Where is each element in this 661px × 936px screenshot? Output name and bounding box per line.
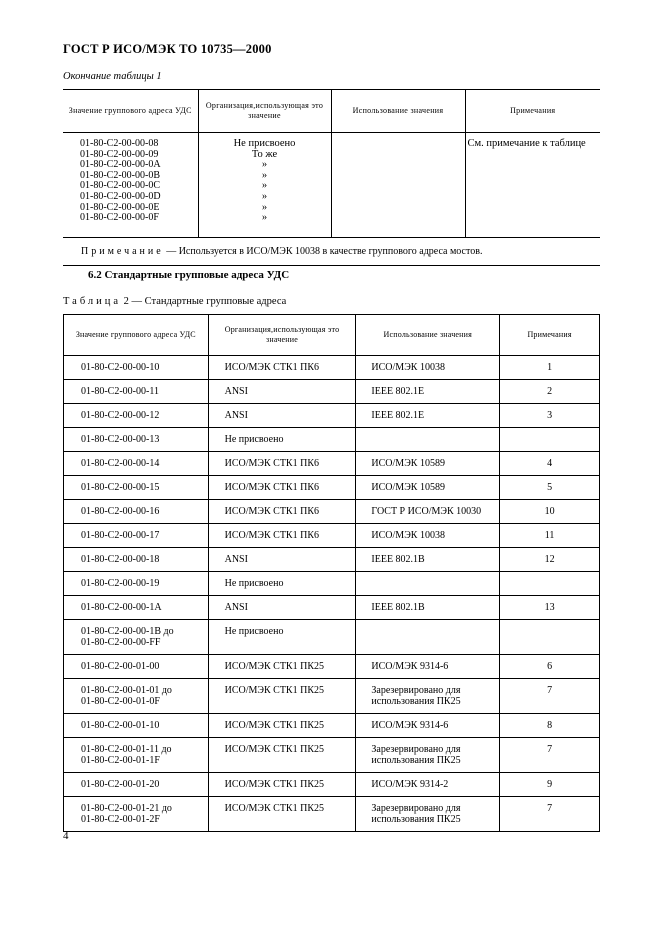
row-usage-cell-line: ИСО/МЭК 9314-6: [371, 720, 449, 731]
table1-header-row: [63, 90, 600, 133]
row-org-cell-line: ИСО/МЭК СТК1 ПК25: [224, 661, 324, 672]
row-code-cell-line: 01-80-C2-00-01-01 до: [81, 685, 172, 696]
row-org-cell: [208, 476, 356, 500]
table1-note-text: — Используется в ИСО/МЭК 10038 в качестве группового адреса мостов.: [166, 246, 483, 257]
table1-orgs-cell: [198, 133, 331, 238]
row-usage-cell: [356, 452, 500, 476]
row-org-cell: [208, 500, 356, 524]
row-code-cell-line: 01-80-C2-00-00-10: [81, 362, 160, 373]
row-org-cell-line: ANSI: [224, 386, 248, 397]
row-note-cell: [500, 548, 600, 572]
table1-note-label: Примечание: [81, 246, 164, 257]
table1-remark-cell: См. примечание к таблице: [465, 133, 600, 238]
row-usage-cell-line: ГОСТ Р ИСО/МЭК 10030: [371, 506, 482, 517]
row-code-cell-line: 01-80-C2-00-00-18: [81, 554, 160, 565]
row-note-cell-line: 8: [547, 720, 553, 731]
row-code-cell-line: 01-80-C2-00-00-17: [81, 530, 160, 541]
row-note-cell-line: 6: [547, 661, 553, 672]
row-note-cell-line: 12: [544, 554, 555, 565]
row-note-cell: [500, 452, 600, 476]
table-row: [64, 548, 600, 572]
row-org-cell: [208, 679, 356, 714]
table-row: [64, 714, 600, 738]
table2-col-notes: Примечания: [500, 315, 600, 356]
row-usage-cell-line: ИСО/МЭК 10038: [371, 530, 445, 541]
table2-standard-group-addresses: [63, 314, 600, 832]
row-note-cell: [500, 738, 600, 773]
row-usage-cell: [356, 500, 500, 524]
row-code-cell: [64, 679, 209, 714]
row-note-cell: [500, 655, 600, 679]
row-org-cell: [208, 773, 356, 797]
row-usage-cell: [356, 356, 500, 380]
row-note-cell-line: 11: [544, 530, 555, 541]
table1-col-usage: Использование значения: [331, 90, 465, 133]
row-org-cell: [208, 655, 356, 679]
row-org-cell-line: ИСО/МЭК СТК1 ПК25: [224, 685, 324, 696]
document-header: ГОСТ Р ИСО/МЭК ТО 10735—2000: [63, 42, 272, 56]
row-code-cell-line: 01-80-C2-00-01-0F: [81, 695, 160, 707]
table1-org: »: [261, 169, 268, 181]
page-number: 4: [63, 830, 69, 842]
row-usage-cell-line: ИСО/МЭК 10589: [371, 482, 445, 493]
row-org-cell-line: ANSI: [224, 602, 248, 613]
table1-org: »: [261, 180, 268, 192]
table1-col-notes: Примечания: [465, 90, 600, 133]
row-org-cell: [208, 714, 356, 738]
row-org-cell: [208, 797, 356, 832]
row-org-cell: [208, 452, 356, 476]
row-usage-cell-line: IEEE 802.1E: [371, 410, 425, 421]
row-note-cell: [500, 773, 600, 797]
row-note-cell-line: 7: [547, 744, 553, 755]
row-org-cell-line: ИСО/МЭК СТК1 ПК25: [224, 779, 324, 790]
row-org-cell-line: ИСО/МЭК СТК1 ПК25: [224, 744, 324, 755]
row-usage-cell: [356, 714, 500, 738]
row-note-cell: [500, 500, 600, 524]
table-row: [64, 452, 600, 476]
table-row: [64, 620, 600, 655]
row-usage-cell-line: ИСО/МЭК 10589: [371, 458, 445, 469]
row-org-cell-line: ИСО/МЭК СТК1 ПК6: [224, 530, 319, 541]
row-code-cell-line: 01-80-C2-00-00-14: [81, 458, 160, 469]
section-heading: 6.2 Стандартные групповые адреса УДС: [88, 269, 290, 281]
row-org-cell: [208, 738, 356, 773]
table2-body: [64, 315, 600, 832]
row-org-cell: [208, 572, 356, 596]
row-note-cell: [500, 596, 600, 620]
row-code-cell-line: 01-80-C2-00-00-11: [81, 386, 159, 397]
row-code-cell-line: 01-80-C2-00-00-FF: [81, 636, 161, 648]
table2-col-org: Организация,использующая это значение: [208, 315, 356, 356]
row-code-cell-line: 01-80-C2-00-00-19: [81, 578, 160, 589]
row-org-cell-line: Не присвоено: [224, 434, 284, 445]
row-code-cell: [64, 524, 209, 548]
row-note-cell-line: 7: [547, 685, 553, 696]
row-usage-cell: [356, 679, 500, 714]
row-note-cell: [500, 404, 600, 428]
table1-code: 01-80-C2-00-00-0E: [80, 201, 160, 213]
row-usage-cell: [356, 620, 500, 655]
row-usage-cell: [356, 655, 500, 679]
row-code-cell: [64, 356, 209, 380]
table1-codes-cell: [63, 133, 198, 238]
row-note-cell-line: 2: [547, 386, 553, 397]
row-note-cell: [500, 524, 600, 548]
table1-code: 01-80-C2-00-00-0A: [80, 159, 161, 171]
table1-code: 01-80-C2-00-00-09: [80, 148, 159, 160]
row-usage-cell-line: Зарезервировано для: [371, 744, 461, 755]
table1-col-org: Организация,использующая это значение: [198, 90, 331, 133]
table-row: [64, 738, 600, 773]
row-org-cell: [208, 596, 356, 620]
row-code-cell-line: 01-80-C2-00-01-1F: [81, 754, 160, 766]
row-org-cell: [208, 356, 356, 380]
row-note-cell-line: 1: [547, 362, 553, 373]
row-org-cell: [208, 620, 356, 655]
table1-note: [63, 238, 600, 266]
row-usage-cell: [356, 404, 500, 428]
row-code-cell: [64, 404, 209, 428]
row-code-cell: [64, 620, 209, 655]
table1-org: »: [261, 190, 268, 202]
table1-org: То же: [251, 148, 278, 160]
row-org-cell-line: Не присвоено: [224, 578, 284, 589]
table1-code: 01-80-C2-00-00-0D: [80, 190, 161, 202]
row-usage-cell-line: IEEE 802.1E: [371, 386, 425, 397]
table1-usage-cell: [331, 133, 465, 238]
table1-org: »: [261, 159, 268, 171]
row-usage-cell: [356, 476, 500, 500]
table-row: [64, 356, 600, 380]
table2-caption: [63, 296, 286, 307]
table-row: [64, 476, 600, 500]
row-note-cell-line: 10: [544, 506, 555, 517]
row-org-cell: [208, 380, 356, 404]
row-note-cell: [500, 476, 600, 500]
table1-code: 01-80-C2-00-00-0F: [80, 212, 159, 224]
table1-note-row: [63, 238, 600, 266]
row-usage-cell: [356, 596, 500, 620]
row-org-cell-line: ИСО/МЭК СТК1 ПК6: [224, 458, 319, 469]
row-org-cell-line: ИСО/МЭК СТК1 ПК25: [224, 803, 324, 814]
row-usage-cell: [356, 380, 500, 404]
row-code-cell-line: 01-80-C2-00-01-11 до: [81, 744, 172, 755]
row-note-cell: [500, 428, 600, 452]
row-usage-cell: [356, 738, 500, 773]
table1-code: 01-80-C2-00-00-0C: [80, 180, 160, 192]
table1-body-row: [63, 133, 600, 238]
row-code-cell: [64, 572, 209, 596]
row-code-cell: [64, 452, 209, 476]
row-note-cell: [500, 356, 600, 380]
table1-code: 01-80-C2-00-00-08: [80, 138, 159, 149]
table2-caption-label: Таблица: [63, 296, 122, 307]
row-code-cell-line: 01-80-C2-00-00-1A: [81, 602, 162, 613]
row-note-cell: [500, 797, 600, 832]
row-code-cell-line: 01-80-C2-00-00-16: [81, 506, 160, 517]
row-usage-cell: [356, 524, 500, 548]
table1-org: »: [261, 201, 268, 213]
table2-col-usage: Использование значения: [356, 315, 500, 356]
row-org-cell: [208, 524, 356, 548]
row-code-cell: [64, 548, 209, 572]
table-row: [64, 428, 600, 452]
row-code-cell-line: 01-80-C2-00-00-15: [81, 482, 160, 493]
row-note-cell-line: 5: [547, 482, 553, 493]
table-row: [64, 655, 600, 679]
row-usage-cell-line: использования ПК25: [371, 754, 461, 766]
row-note-cell-line: 7: [547, 803, 553, 814]
row-code-cell: [64, 380, 209, 404]
row-code-cell: [64, 738, 209, 773]
table-row: [64, 773, 600, 797]
row-code-cell: [64, 428, 209, 452]
row-usage-cell-line: ИСО/МЭК 9314-6: [371, 661, 449, 672]
row-usage-cell-line: ИСО/МЭК 10038: [371, 362, 445, 373]
row-usage-cell-line: IEEE 802.1B: [371, 554, 425, 565]
row-org-cell: [208, 548, 356, 572]
row-code-cell-line: 01-80-C2-00-01-00: [81, 661, 160, 672]
row-code-cell: [64, 797, 209, 832]
row-note-cell: [500, 380, 600, 404]
row-org-cell-line: ИСО/МЭК СТК1 ПК25: [224, 720, 324, 731]
row-code-cell: [64, 596, 209, 620]
row-org-cell-line: ИСО/МЭК СТК1 ПК6: [224, 362, 319, 373]
table1-continuation-caption: Окончание таблицы 1: [63, 71, 162, 82]
row-usage-cell-line: Зарезервировано для: [371, 803, 461, 814]
row-usage-cell: [356, 428, 500, 452]
row-org-cell: [208, 404, 356, 428]
row-code-cell-line: 01-80-C2-00-00-12: [81, 410, 160, 421]
table-row: [64, 572, 600, 596]
row-org-cell-line: Не присвоено: [224, 626, 284, 637]
row-usage-cell-line: использования ПК25: [371, 813, 461, 825]
table-row: [64, 500, 600, 524]
row-note-cell-line: 9: [547, 779, 553, 790]
table-row: [64, 679, 600, 714]
row-code-cell-line: 01-80-C2-00-00-13: [81, 434, 160, 445]
row-usage-cell-line: Зарезервировано для: [371, 685, 461, 696]
table1-col-code: Значение группового адреса УДС: [63, 90, 198, 133]
row-usage-cell-line: ИСО/МЭК 9314-2: [371, 779, 449, 790]
row-usage-cell: [356, 548, 500, 572]
row-usage-cell: [356, 797, 500, 832]
row-code-cell-line: 01-80-C2-00-01-20: [81, 779, 160, 790]
table1-continuation: [63, 89, 600, 266]
table1-code: 01-80-C2-00-00-0B: [80, 169, 160, 181]
table-row: [64, 524, 600, 548]
row-usage-cell-line: использования ПК25: [371, 695, 461, 707]
row-note-cell-line: 3: [547, 410, 553, 421]
row-org-cell-line: ИСО/МЭК СТК1 ПК6: [224, 482, 319, 493]
table-row: [64, 404, 600, 428]
row-note-cell: [500, 679, 600, 714]
row-usage-cell: [356, 572, 500, 596]
table2-col-code: Значение группового адреса УДС: [64, 315, 209, 356]
row-code-cell: [64, 500, 209, 524]
row-org-cell: [208, 428, 356, 452]
row-note-cell: [500, 620, 600, 655]
row-code-cell-line: 01-80-C2-00-00-1B до: [81, 626, 174, 637]
row-code-cell-line: 01-80-C2-00-01-21 до: [81, 803, 172, 814]
row-code-cell-line: 01-80-C2-00-01-2F: [81, 813, 160, 825]
row-note-cell-line: 4: [547, 458, 553, 469]
row-note-cell: [500, 572, 600, 596]
table-row: [64, 380, 600, 404]
table2-caption-text: 2 — Стандартные групповые адреса: [123, 296, 287, 307]
table1-org: Не присвоено: [233, 138, 296, 149]
row-code-cell: [64, 655, 209, 679]
table-row: [64, 596, 600, 620]
row-code-cell: [64, 714, 209, 738]
row-code-cell-line: 01-80-C2-00-01-10: [81, 720, 160, 731]
row-usage-cell: [356, 773, 500, 797]
row-org-cell-line: ANSI: [224, 410, 248, 421]
row-org-cell-line: ИСО/МЭК СТК1 ПК6: [224, 506, 319, 517]
row-usage-cell-line: IEEE 802.1B: [371, 602, 425, 613]
row-code-cell: [64, 476, 209, 500]
row-note-cell-line: 13: [544, 602, 555, 613]
table2-header-row: [64, 315, 600, 356]
row-note-cell: [500, 714, 600, 738]
table1-org: »: [261, 212, 268, 224]
row-code-cell: [64, 773, 209, 797]
row-org-cell-line: ANSI: [224, 554, 248, 565]
table-row: [64, 797, 600, 832]
